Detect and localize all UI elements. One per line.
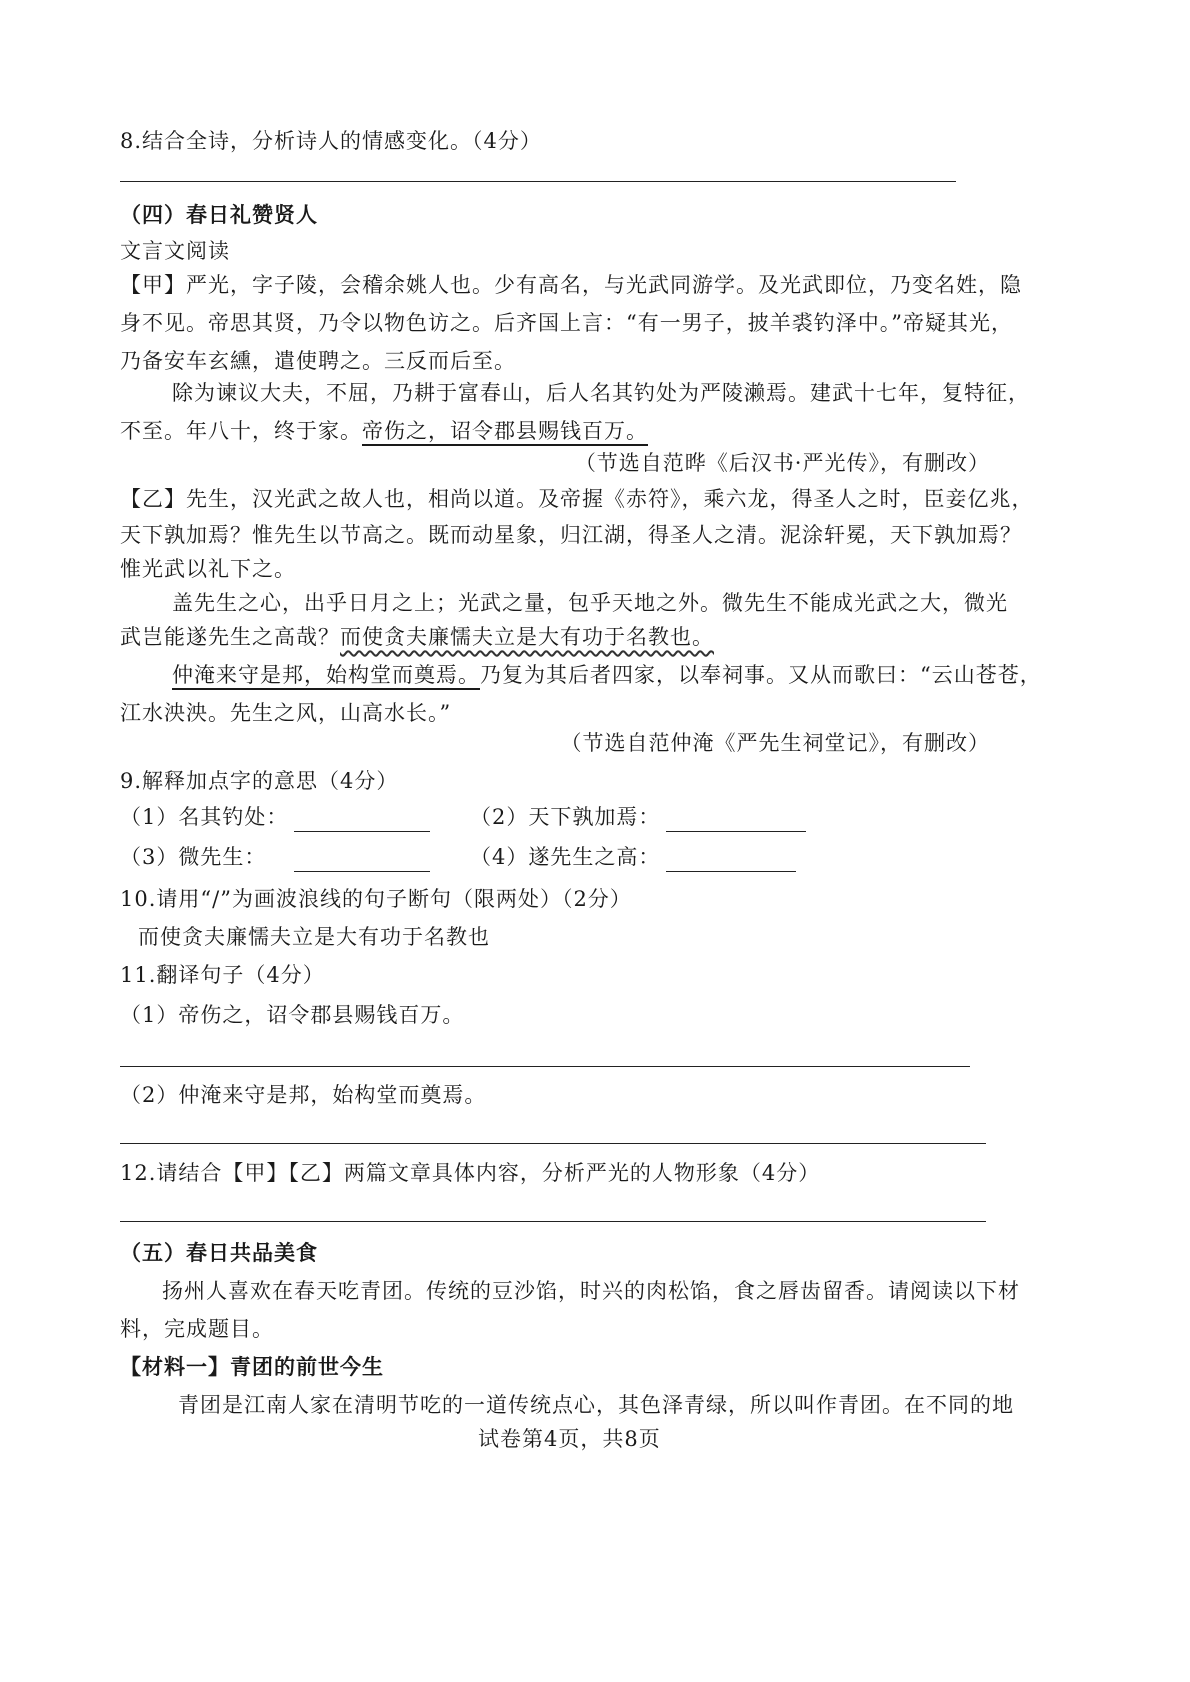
q9-answer-4[interactable]: [666, 849, 796, 872]
yi-line-4: 盖先生之心，出乎日月之上；光武之量，包乎天地之外。微先生不能成光武之大，微光: [172, 591, 1008, 615]
yi-line-7: 江水泱泱。先生之风，山高水长。”: [120, 701, 452, 725]
q11-title: 11.翻译句子（4分）: [120, 963, 325, 987]
q10-title: 10.请用“/”为画波浪线的句子断句（限两处）（2分）: [120, 887, 632, 911]
q9-item-2: [470, 802, 806, 832]
answer-line-q12[interactable]: [120, 1221, 986, 1222]
q8-question: 8.结合全诗，分析诗人的情感变化。（4分）: [120, 129, 542, 153]
q9-item-3: [120, 842, 430, 872]
jia-line-5-text: 不至。年八十，终于家。: [120, 419, 362, 443]
yi-line-3: 惟光武以礼下之。: [120, 557, 296, 581]
q9-item-1-label: （1）名其钓处：: [120, 805, 289, 829]
q9-title: 9.解释加点字的意思（4分）: [120, 769, 399, 793]
material-one-title: 【材料一】青团的前世今生: [120, 1355, 384, 1379]
answer-line-q8[interactable]: [120, 181, 956, 182]
answer-line-q11-1[interactable]: [120, 1066, 970, 1067]
answer-line-q11-2[interactable]: [120, 1143, 986, 1144]
q9-item-4: [470, 842, 796, 872]
q9-item-4-label: （4）遂先生之高：: [470, 845, 661, 869]
q10-sentence: 而使贪夫廉懦夫立是大有功于名教也: [138, 925, 490, 949]
jia-line-2: 身不见。帝思其贤，乃令以物色访之。后齐国上言：“有一男子，披羊裘钓泽中。”帝疑其光，: [120, 311, 1013, 335]
yi-wavy-sentence: 而使贪夫廉懦夫立是大有功于名教也。: [340, 625, 714, 649]
material-one-text: 青团是江南人家在清明节吃的一道传统点心，其色泽青绿，所以叫作青团。在不同的地: [178, 1393, 1014, 1417]
yi-underlined-sentence: 仲淹来守是邦，始构堂而奠焉。: [172, 663, 480, 687]
q9-item-2-label: （2）天下孰加焉：: [470, 805, 661, 829]
jia-line-1: 【甲】严光，字子陵，会稽余姚人也。少有高名，与光武同游学。及光武即位，乃变名姓，隐: [120, 273, 1022, 297]
yi-line-5-text: 武岂能遂先生之高哉？: [120, 625, 340, 649]
yi-line-5: [120, 622, 714, 652]
yi-line-2: 天下孰加焉？惟先生以节高之。既而动星象，归江湖，得圣人之清。泥涂轩冕，天下孰加焉？: [120, 523, 1022, 547]
q9-answer-3[interactable]: [294, 849, 430, 872]
section4-title: （四）春日礼赞贤人: [120, 203, 318, 227]
q9-item-1: [120, 802, 430, 832]
jia-line-4: 除为谏议大夫，不屈，乃耕于富春山，后人名其钓处为严陵濑焉。建武十七年，复特征，: [172, 381, 1030, 405]
q9-answer-1[interactable]: [294, 809, 430, 832]
q9-item-3-label: （3）微先生：: [120, 845, 267, 869]
q9-answer-2[interactable]: [666, 809, 806, 832]
yi-line-6-rest: 乃复为其后者四家，以奉祠事。又从而歌曰：“云山苍苍，: [480, 663, 1042, 687]
yi-line-1: 【乙】先生，汉光武之故人也，相尚以道。及帝握《赤符》，乘六龙，得圣人之时，臣妾亿兆，: [120, 487, 1034, 511]
q11-sentence-1: （1）帝伤之，诏令郡县赐钱百万。: [120, 1003, 465, 1027]
section5-intro-2: 料，完成题目。: [120, 1317, 274, 1341]
section5-title: （五）春日共品美食: [120, 1241, 318, 1265]
jia-line-3: 乃备安车玄纁，遣使聘之。三反而后至。: [120, 349, 516, 373]
yi-line-6: [172, 660, 1042, 690]
yi-source: （节选自范仲淹《严先生祠堂记》，有删改）: [560, 731, 990, 755]
q11-sentence-2: （2）仲淹来守是邦，始构堂而奠焉。: [120, 1083, 487, 1107]
section4-subtitle: 文言文阅读: [120, 239, 230, 263]
jia-line-5: [120, 416, 648, 446]
jia-underlined-sentence: 帝伤之，诏令郡县赐钱百万。: [362, 419, 648, 443]
jia-source: （节选自范晔《后汉书·严光传》，有删改）: [574, 451, 990, 475]
q12-question: 12.请结合【甲】【乙】两篇文章具体内容，分析严光的人物形象（4分）: [120, 1161, 821, 1185]
section5-intro-1: 扬州人喜欢在春天吃青团。传统的豆沙馅，时兴的肉松馅，食之唇齿留香。请阅读以下材: [162, 1279, 1020, 1303]
page-footer: 试卷第4页，共8页: [478, 1427, 661, 1451]
